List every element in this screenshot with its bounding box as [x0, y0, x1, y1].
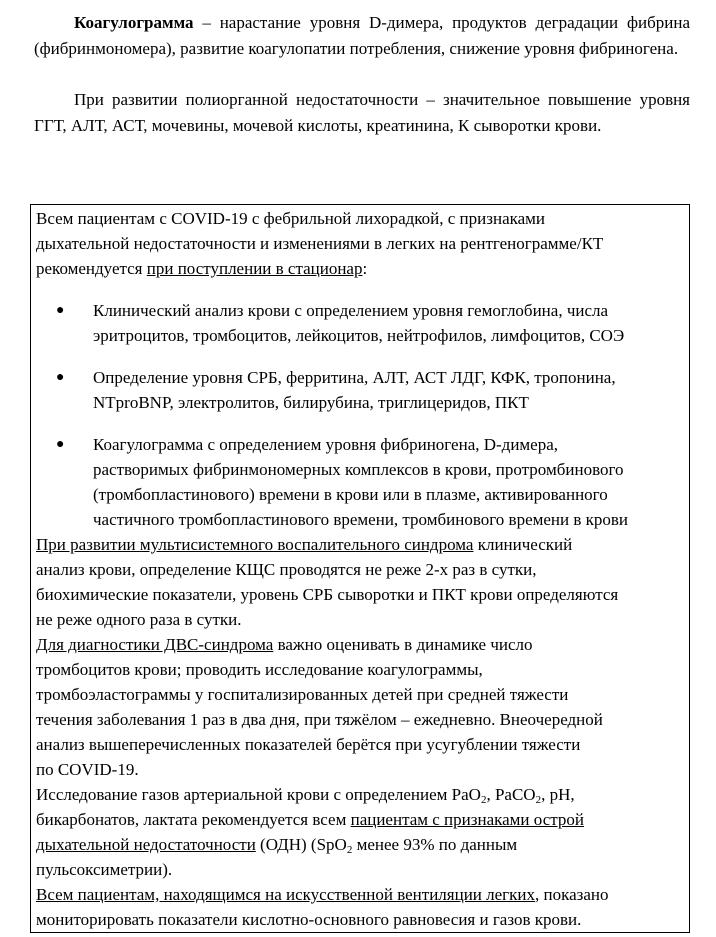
dic-line-4: течения заболевания 1 раз в два дня, при тяжёлом – ежедневно. Внеочередной [36, 710, 603, 729]
list-item [36, 298, 686, 348]
bullet-icon: ● [56, 370, 65, 385]
acute-resp-underlined-1: пациентам с признаками острой [350, 810, 584, 829]
gases-line-3-b: (ОДН) (SpO [255, 835, 347, 854]
dic-line-6: по COVID-19. [36, 760, 139, 779]
bullet-icon: ● [56, 303, 65, 318]
multisystem-line-2: анализ крови, определение КЩС проводятся не реже 2-х раз в сутки, [36, 560, 537, 579]
dic-line-2: тромбоцитов крови; проводить исследование коагулограммы, [36, 660, 483, 679]
dic-line-3: тромбоэластограммы у госпитализированных детей при средней тяжести [36, 685, 569, 704]
intro-line-3-pre: рекомендуется [36, 259, 147, 278]
bullet-2-line-2: NTproBNP, электролитов, билирубина, триглицеридов, ПКТ [93, 393, 529, 412]
organ-failure-text-2: уровня ГГТ, АЛТ, АСТ, мочевины, мочевой кислоты, креатинина, К сыворотки [34, 90, 691, 135]
acute-resp-underlined-2: дыхательной недостаточности [36, 835, 256, 854]
bullet-3-line-1: Коагулограмма с определением уровня фибриногена, D-димера, [93, 435, 559, 454]
intro-block [36, 206, 686, 281]
dic-line-5: анализ вышеперечисленных показателей берётся при усугублении тяжести [36, 735, 581, 754]
ventilation-line-1 [36, 882, 686, 907]
multisystem-line-1-rest: клинический [473, 535, 573, 554]
spo2-subscript: 2 [346, 844, 353, 856]
dic-underlined: Для диагностики ДВС-синдрома [36, 635, 274, 654]
gases-line-2 [36, 807, 686, 832]
multisystem-block [36, 532, 686, 632]
organ-failure-paragraph [34, 87, 690, 139]
multisystem-line-3: биохимические показатели, уровень СРБ сыворотки и ПКТ крови определяются [36, 585, 619, 604]
coagulogram-text-3: уровня фибриногена. [524, 39, 679, 58]
recommendations-content [36, 206, 686, 932]
dic-line-1-rest: важно оценивать в динамике число [273, 635, 533, 654]
multisystem-line-1 [36, 532, 686, 557]
multisystem-underlined: При развитии мультисистемного воспалительного синдрома [36, 535, 474, 554]
bullet-3-line-2: растворимых фибринмономерных комплексов в крови, протромбинового [93, 460, 624, 479]
gases-line-1 [36, 782, 686, 807]
bullet-2-line-1: Определение уровня СРБ, ферритина, АЛТ, АСТ ЛДГ, КФК, тропонина, [93, 368, 616, 387]
gases-line-3-c: менее 93% по данным [352, 835, 518, 854]
coagulogram-term: Коагулограмма [74, 13, 194, 32]
bullet-1-line-2: эритроцитов, тромбоцитов, лейкоцитов, нейтрофилов, лимфоцитов, СОЭ [93, 326, 625, 345]
gases-line-4: пульсоксиметрии). [36, 860, 173, 879]
recommendations-box [30, 204, 690, 933]
intro-line-1: Всем пациентам с COVID-19 с фебрильной лихорадкой, с признаками [36, 209, 546, 228]
paco2-subscript: 2 [535, 794, 542, 806]
gases-line-1-c: , pH, [541, 785, 575, 804]
multisystem-line-4: не реже одного раза в сутки. [36, 610, 242, 629]
coagulogram-paragraph [34, 10, 690, 62]
gases-line-3 [36, 832, 686, 857]
ventilation-block [36, 882, 686, 932]
dic-block [36, 632, 686, 782]
intro-line-3-post: : [362, 259, 368, 278]
blood-gases-block [36, 782, 686, 882]
ventilation-underlined: Всем пациентам, находящимся на искусственной вентиляции легких [36, 885, 535, 904]
intro-line-3 [36, 256, 686, 281]
bullet-3-line-4: частичного тромбопластинового времени, тромбинового времени в крови [93, 510, 629, 529]
intro-line-2: дыхательной недостаточности и изменениями в легких на рентгенограмме/КТ [36, 234, 604, 253]
coagulogram-text-1: – нарастание уровня D-димера, продуктов деградации [193, 13, 619, 32]
tests-list [36, 298, 686, 532]
admission-underlined: при поступлении в стационар [146, 259, 363, 278]
gases-line-1-b: , PaCO [486, 785, 536, 804]
ventilation-line-2: мониторировать показатели кислотно-основного равновесия и газов крови. [36, 910, 582, 929]
bullet-1-line-1: Клинический анализ крови с определением уровня гемоглобина, числа [93, 301, 609, 320]
pao2-subscript: 2 [480, 794, 487, 806]
coagulogram-text-2: фибрина (фибринмономера), развитие коагулопатии потребления, снижение [34, 13, 691, 58]
gases-line-2-a: бикарбонатов, лактата рекомендуется всем [36, 810, 351, 829]
organ-failure-text-1: При развитии полиорганной недостаточности – значительное повышение [74, 90, 632, 109]
organ-failure-text-3: крови. [554, 116, 602, 135]
bullet-icon: ● [56, 437, 65, 452]
ventilation-line-1-rest: , показано [535, 885, 609, 904]
gases-line-1-a: Исследование газов артериальной крови с определением PaO [36, 785, 481, 804]
list-item [36, 432, 686, 532]
bullet-3-line-3: (тромбопластинового) времени в крови или в плазме, активированного [93, 485, 608, 504]
list-item [36, 365, 686, 415]
dic-line-1 [36, 632, 686, 657]
